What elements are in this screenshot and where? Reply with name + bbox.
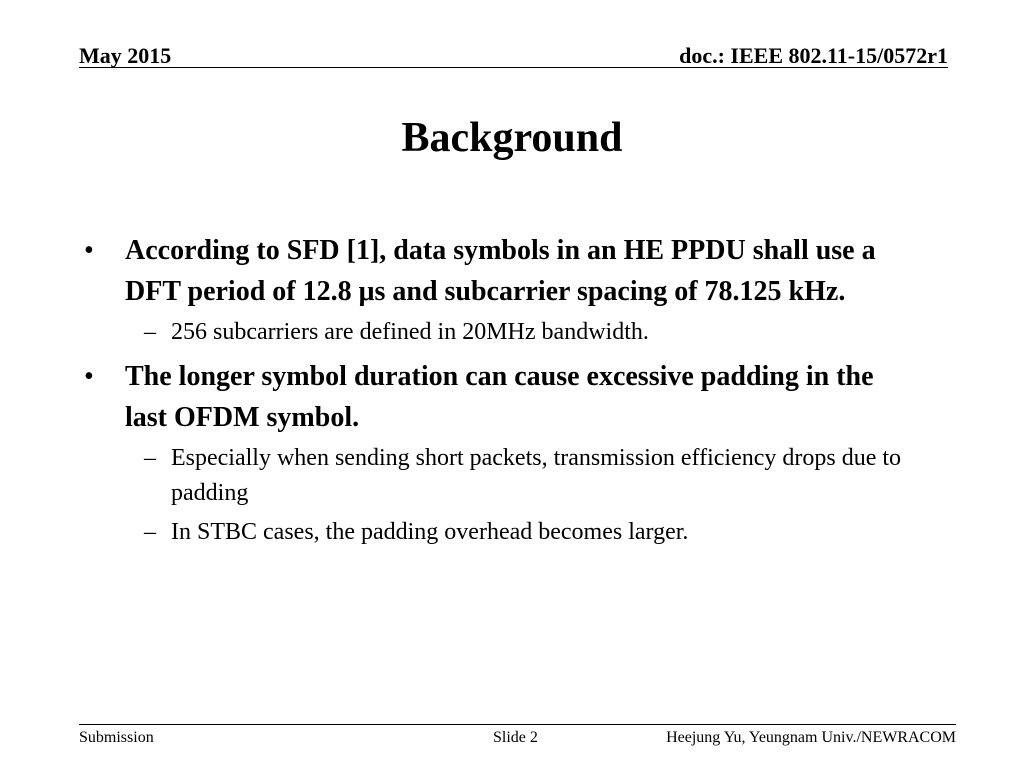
bullet-2-text: The longer symbol duration can cause excessive padding in the last OFDM symbol. bbox=[125, 361, 874, 433]
sub-bullet-1-1-mark: – bbox=[144, 319, 156, 345]
bullet-1-text: According to SFD [1], data symbols in an HE PPDU shall use a DFT period of 12.8 μs and subcarrier spacing of 78.125 kHz. bbox=[125, 235, 876, 307]
sub-bullet-2-2-text: In STBC cases, the padding overhead becomes larger. bbox=[171, 519, 689, 545]
header-date: May 2015 bbox=[79, 43, 172, 68]
sub-bullet-2-1 bbox=[84, 441, 914, 511]
footer-slide-number: Slide 2 bbox=[493, 729, 538, 746]
footer-author: Heejung Yu, Yeungnam Univ./NEWRACOM bbox=[666, 729, 956, 746]
sub-bullet-1-1 bbox=[84, 315, 914, 350]
footer-divider bbox=[79, 724, 956, 725]
sub-bullet-2-2 bbox=[84, 515, 914, 550]
footer-submission: Submission bbox=[79, 729, 154, 746]
sub-bullet-2-2-mark: – bbox=[144, 519, 156, 545]
header-doc-id: doc.: IEEE 802.11-15/0572r1 bbox=[679, 43, 948, 68]
sub-bullet-2-1-text: Especially when sending short packets, transmission efficiency drops due to padding bbox=[171, 445, 902, 506]
bullet-2 bbox=[84, 356, 914, 438]
sub-bullet-2-1-mark: – bbox=[144, 445, 156, 471]
slide-content bbox=[84, 230, 914, 554]
slide-title: Background bbox=[401, 115, 623, 161]
header-divider bbox=[79, 67, 948, 68]
sub-bullet-1-1-text: 256 subcarriers are defined in 20MHz bandwidth. bbox=[171, 319, 649, 345]
bullet-1 bbox=[84, 230, 914, 312]
bullet-2-mark: • bbox=[84, 361, 94, 392]
bullet-1-mark: • bbox=[84, 235, 94, 266]
